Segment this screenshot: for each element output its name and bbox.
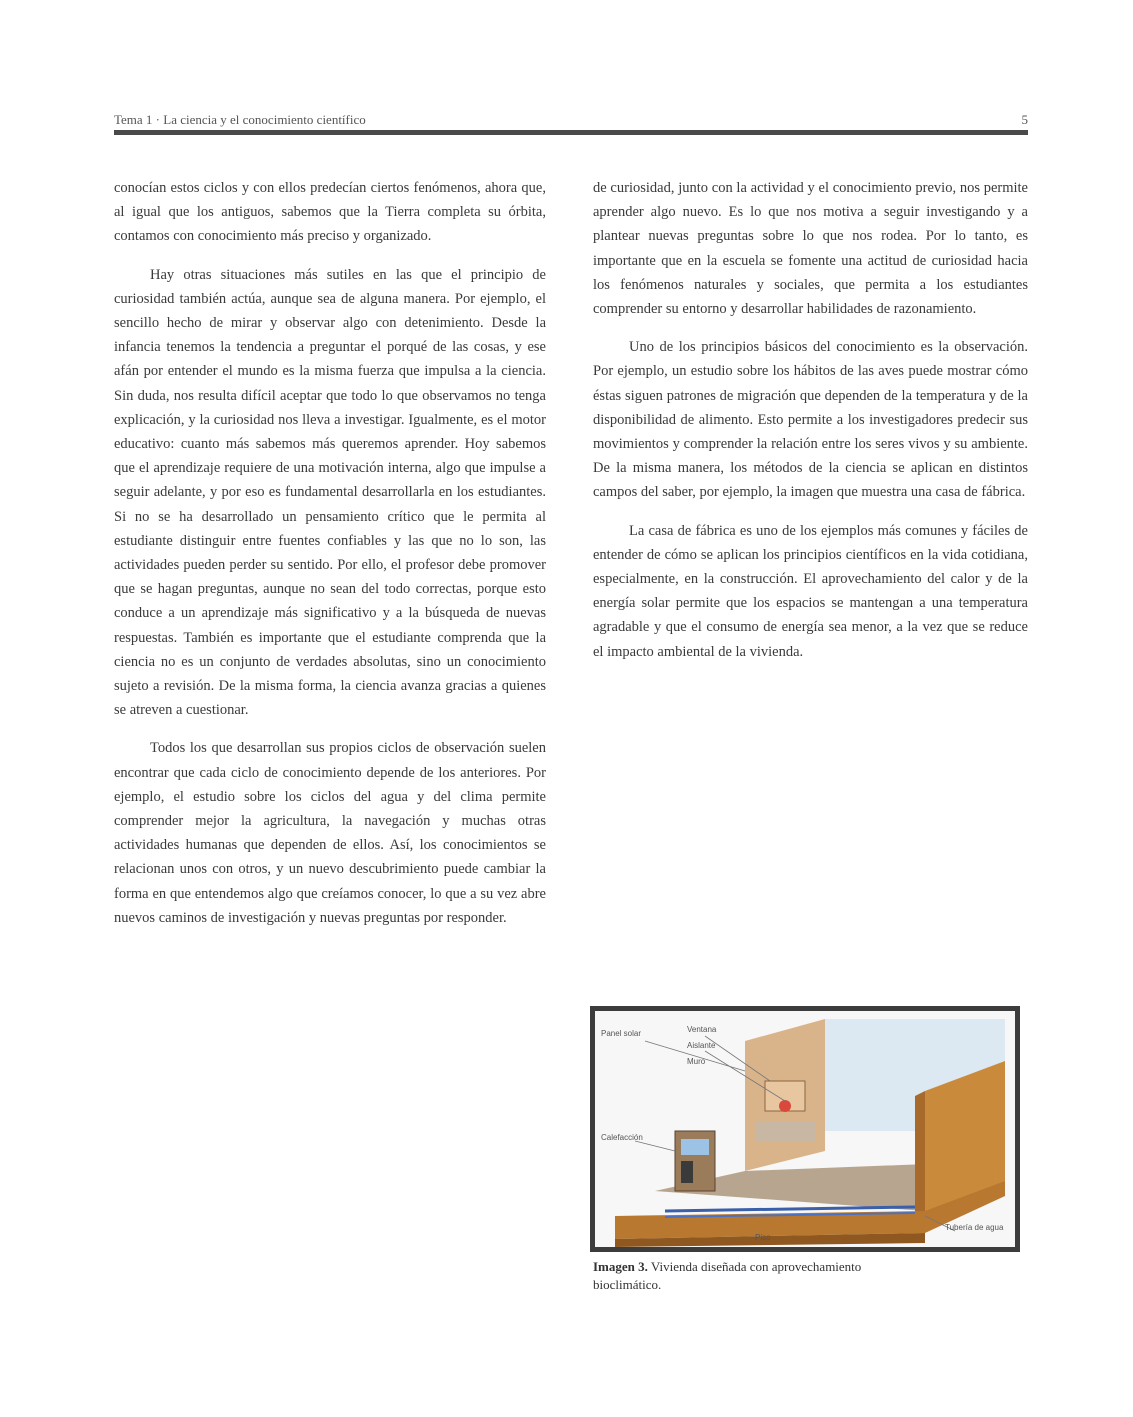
- caption-label: Imagen 3.: [593, 1259, 648, 1274]
- callout-label: Calefacción: [601, 1133, 643, 1142]
- house-illustration-figure: [590, 1006, 1020, 1252]
- figure-caption: [593, 1258, 893, 1294]
- left-column: [114, 176, 546, 944]
- right-column: [593, 176, 1028, 678]
- header-title: Tema 1 · La ciencia y el conocimiento científico: [114, 112, 366, 127]
- callout-label: Piso: [755, 1233, 771, 1242]
- right-paragraph-2: Uno de los principios básicos del conocimiento es la observación. Por ejemplo, un estudio sobre los hábitos de las aves puede mostrar cómo éstas siguen patrones de migración que dependen de la temperatura y de la disponibilidad de alimento. Esto permite a los investigadores predecir sus movimientos y comprender la relación entre los seres vivos y su ambiente. De la misma manera, los métodos de la ciencia se aplican en distintos campos del saber, por ejemplo, la imagen que muestra una casa de fábrica.: [593, 339, 1028, 501]
- caption-text: Vivienda diseñada con aprovechamiento bioclimático.: [593, 1259, 862, 1292]
- right-paragraph-3: La casa de fábrica es uno de los ejemplos más comunes y fáciles de entender de cómo se aplican los principios científicos en la vida cotidiana, especialmente, en la construcción. El aprovechamiento del calor y de la energía solar permite que los espacios se mantengan a una temperatura agradable y que el consumo de energía sea menor, a la vez que se reduce el impacto ambiental de la vivienda.: [593, 522, 1028, 660]
- left-paragraph-1: conocían estos ciclos y con ellos predecían ciertos fenómenos, ahora que, al igual que los antiguos, sabemos que la Tierra completa su órbita, contamos con conocimiento más preciso y organizado.: [114, 180, 546, 245]
- left-paragraph-3: Todos los que desarrollan sus propios ciclos de observación suelen encontrar que cada ciclo de conocimiento depende de los anteriores. Por ejemplo, el estudio sobre los ciclos del agua y del clima permite comprender mejor la agricultura, la navegación y muchas otras actividades humanas que dependen de ellos. Así, los conocimientos se relacionan unos con otros, y un nuevo descubrimiento puede cambiar la forma en que entendemos algo que creíamos conocer, lo que a su vez abre nuevos caminos de investigación y nuevas preguntas por responder.: [114, 740, 546, 926]
- house-cutaway-illustration: [595, 1011, 1015, 1247]
- callout-label: Panel solar: [601, 1029, 642, 1038]
- header-rule: [114, 130, 1028, 135]
- callout-label: Tubería de agua: [945, 1223, 1004, 1232]
- callout-label: Muro: [687, 1057, 706, 1066]
- callout-label: Ventana: [687, 1025, 717, 1034]
- callout-label: Aislante: [687, 1041, 716, 1050]
- page-number: 5: [1021, 112, 1028, 127]
- right-paragraph-1: de curiosidad, junto con la actividad y el conocimiento previo, nos permite aprender algo nuevo. Es lo que nos motiva a seguir investigando y a plantear nuevas preguntas sobre lo que nos rodea. Por lo tanto, es importante que en la escuela se fomente una actitud de curiosidad hacia los fenómenos naturales y sociales, que permita a los estudiantes comprender su entorno y desarrollar habilidades de razonamiento.: [593, 180, 1028, 318]
- running-header: [114, 112, 1028, 136]
- left-paragraph-2: Hay otras situaciones más sutiles en las que el principio de curiosidad también actúa, aunque sea de alguna manera. Por ejemplo, el sencillo hecho de mirar y observar algo con detenimiento. Desde la infancia tenemos la tendencia a preguntar el porqué de las cosas, y ese afán por entender el mundo es la misma fuerza que impulsa a la ciencia. Sin duda, nos resulta difícil aceptar que todo lo que observamos no tenga explicación, y la curiosidad nos lleva a investigar. Igualmente, es el motor educativo: cuanto más sabemos más queremos aprender. Hoy sabemos que el aprendizaje requiere de una motivación interna, algo que impulse a seguir adelante, y por eso es fundamental desarrollarla en los estudiantes. Si no se ha desarrollado un pensamiento crítico que le permita al estudiante distinguir entre fuentes confiables y las que no lo son, las actividades pueden perder su sentido. Por ello, el profesor debe promover que se hagan preguntas, aunque no sean del todo correctas, porque esto conduce a un aprendizaje más significativo y a la búsqueda de nuevas respuestas. También es importante que el estudiante comprenda que la ciencia no es un conjunto de verdades absolutas, sino un conocimiento sujeto a revisión. De la misma forma, la ciencia avanza gracias a quienes se atreven a cuestionar.: [114, 266, 546, 719]
